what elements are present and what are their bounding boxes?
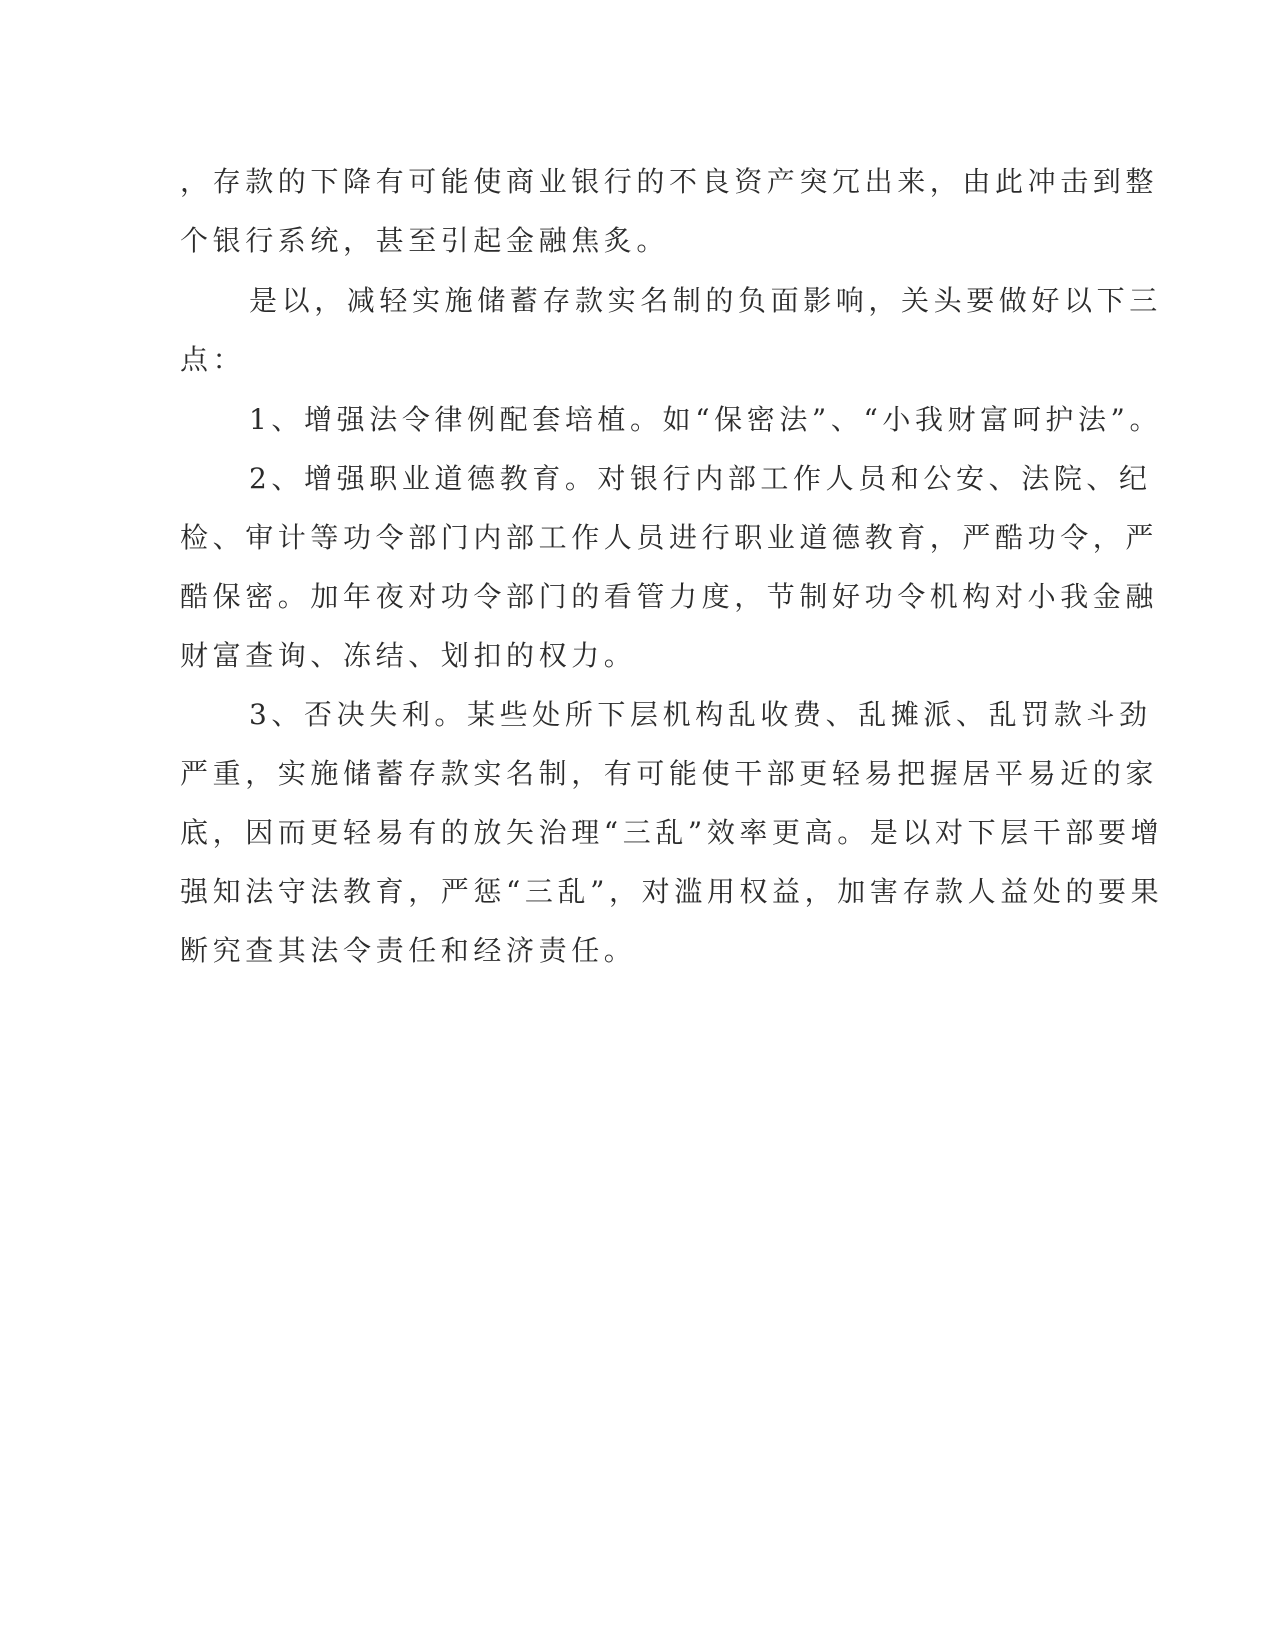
body-text-line: 底，因而更轻易有的放矢治理“三乱”效率更高。是以对下层干部要增 (180, 816, 1164, 849)
body-text-line: 个银行系统，甚至引起金融焦炙。 (180, 224, 670, 257)
body-text-line: 酷保密。加年夜对功令部门的看管力度，节制好功令机构对小我金融 (180, 580, 1159, 613)
body-text-line: 点： (180, 343, 246, 376)
body-text-line: 财富查询、冻结、划扣的权力。 (180, 639, 637, 672)
body-text-line: 强知法守法教育，严惩“三乱”，对滥用权益，加害存款人益处的要果 (180, 875, 1164, 908)
body-text-line: 断究查其法令责任和经济责任。 (180, 934, 637, 967)
body-text-line: 检、审计等功令部门内部工作人员进行职业道德教育，严酷功令，严 (180, 521, 1159, 554)
body-text-line: 是以，减轻实施储蓄存款实名制的负面影响，关头要做好以下三 (249, 284, 1162, 317)
body-text-line: 3、否决失利。某些处所下层机构乱收费、乱摊派、乱罚款斗劲 (249, 698, 1152, 731)
body-text-line: 严重，实施储蓄存款实名制，有可能使干部更轻易把握居平易近的家 (180, 757, 1159, 790)
body-text-line: 1、增强法令律例配套培植。如“保密法”、“小我财富呵护法”。 (249, 403, 1163, 436)
body-text-line: ，存款的下降有可能使商业银行的不良资产突冗出来，由此冲击到整 (180, 165, 1159, 198)
body-text-line: 2、增强职业道德教育。对银行内部工作人员和公安、法院、纪 (249, 462, 1152, 495)
